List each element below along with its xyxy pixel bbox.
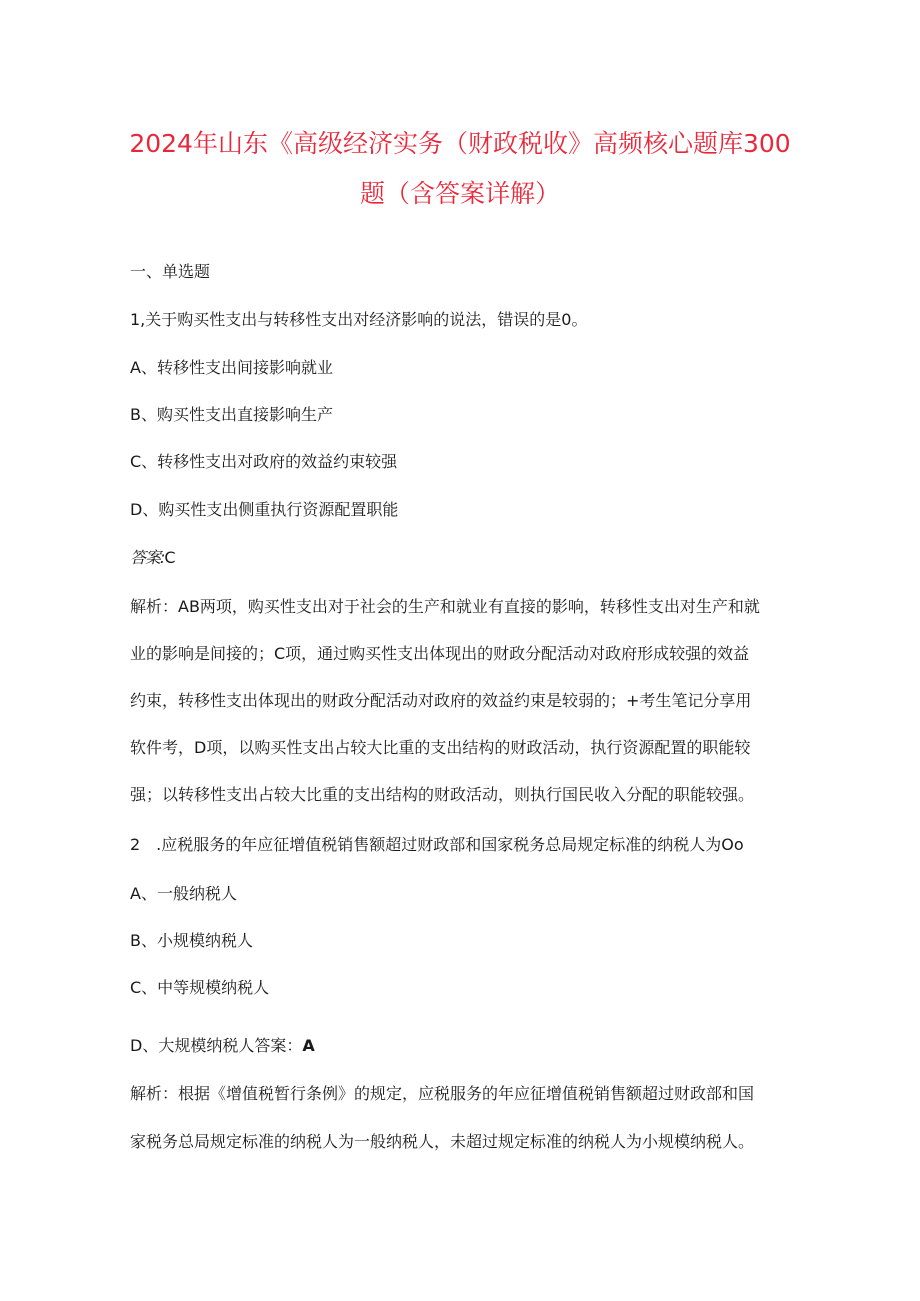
question-1-answer bbox=[130, 547, 176, 569]
question-1-explanation-line: 解析：AB两项，购买性支出对于社会的生产和就业有直接的影响，转移性支出对生产和就 bbox=[130, 597, 760, 616]
question-1-explanation-line: 强；以转移性支出占较大比重的支出结构的财政活动，则执行国民收入分配的职能较强。 bbox=[130, 785, 755, 804]
question-2-option-b: B、小规模纳税人 bbox=[130, 931, 253, 950]
question-1-option-c: C、转移性支出对政府的效益约束较强 bbox=[130, 452, 398, 471]
question-2-explanation-line: 解析：根据《增值税暂行条例》的规定，应税服务的年应征增值税销售额超过财政部和国 bbox=[130, 1084, 755, 1103]
question-1-option-d: D、购买性支出侧重执行资源配置职能 bbox=[130, 500, 399, 519]
question-2-explanation-line: 家税务总局规定标准的纳税人为一般纳税人，未超过规定标准的纳税人为小规模纳税人。 bbox=[130, 1132, 755, 1151]
option-d-text: D、大规模纳税人答案： bbox=[130, 1036, 303, 1055]
question-2-option-c: C、中等规模纳税人 bbox=[130, 978, 270, 997]
question-1-explanation-line: 软件考，D项，以购买性支出占较大比重的支出结构的财政活动，执行资源配置的职能较 bbox=[130, 738, 751, 757]
question-2-stem: 2 .应税服务的年应征增值税销售额超过财政部和国家税务总局规定标准的纳税人为Oo bbox=[130, 835, 744, 854]
doc-title-line-2: 题（含答案详解） bbox=[359, 179, 560, 208]
question-1-explanation-line: 约束，转移性支出体现出的财政分配活动对政府的效益约束是较弱的；+考生笔记分享用 bbox=[130, 691, 752, 710]
answer-value: A bbox=[302, 1036, 315, 1055]
question-2-option-a: A、一般纳税人 bbox=[130, 884, 237, 903]
doc-title-line-1: 2024年山东《高级经济实务（财政税收》高频核心题库300 bbox=[129, 129, 791, 158]
question-2-option-d-answer bbox=[130, 1035, 315, 1057]
question-1-option-a: A、转移性支出间接影响就业 bbox=[130, 358, 333, 377]
question-1-explanation-line: 业的影响是间接的；C项，通过购买性支出体现出的财政分配活动对政府形成较强的效益 bbox=[130, 644, 750, 663]
answer-label: 答案: bbox=[130, 548, 165, 567]
answer-value: C bbox=[164, 548, 176, 567]
section-heading: 一、单选题 bbox=[130, 262, 211, 281]
question-1-stem: 1,关于购买性支出与转移性支出对经济影响的说法，错误的是0。 bbox=[130, 310, 588, 329]
question-1-option-b: B、购买性支出直接影响生产 bbox=[130, 405, 333, 424]
